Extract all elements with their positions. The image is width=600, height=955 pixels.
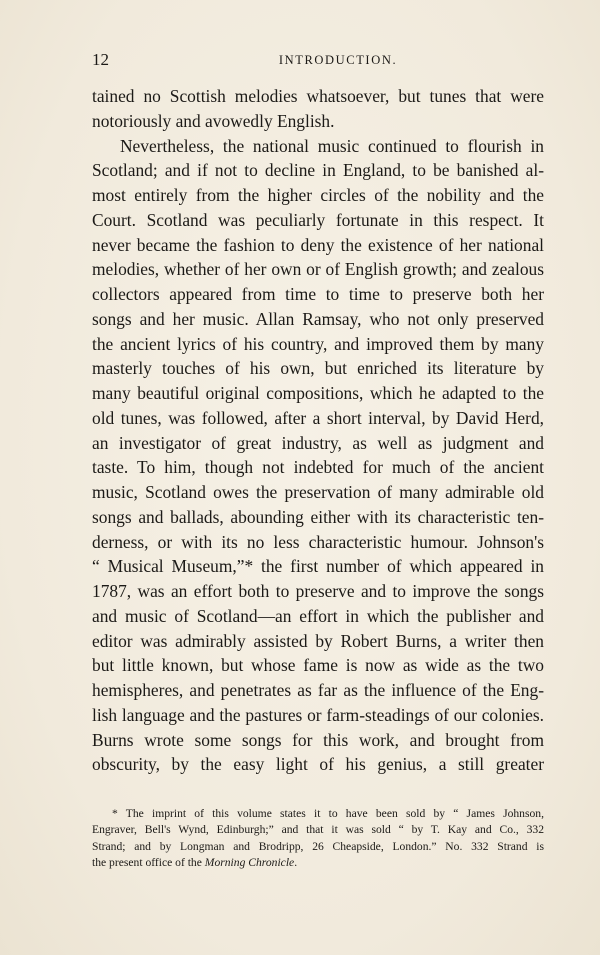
text-line: derness, or with its no less characteristic humour. Johnson's [92, 531, 544, 552]
text-line: many beautiful original compositions, which he adapted to the [92, 383, 544, 403]
footnote-line: Strand; and by Longman and Brodripp, 26 Cheapside, London.” No. 332 Strand is [92, 839, 544, 853]
text-line: never became the fashion to deny the existence of her national [92, 234, 544, 255]
text-line: the ancient lyrics of his country, and improved them by many [92, 333, 544, 354]
text-line: “ Musical Museum,”* the first number of which appeared in [92, 556, 544, 577]
footnote-line: Engraver, Bell's Wynd, Edinburgh;” and that it was sold “ by T. Kay and Co., 332 [92, 823, 544, 837]
footnote-line-last [92, 855, 544, 871]
text-line: Nevertheless, the national music continued to flourish in [120, 135, 544, 156]
text-line: but little known, but whose fame is now as wide as the two [92, 655, 544, 676]
text-line: Court. Scotland was peculiarly fortunate in this respect. It [92, 209, 544, 230]
text-line: tained no Scottish melodies whatsoever, but tunes that were [92, 86, 544, 106]
text-line: songs and her music. Allan Ramsay, who not only preserved [92, 308, 544, 329]
text-line: an investigator of great industry, as well as judgment and [92, 432, 544, 453]
page-number: 12 [92, 50, 109, 69]
text-line: Burns wrote some songs for this work, and brought from [92, 729, 544, 750]
footnote-line: * The imprint of this volume states it to have been sold by “ James Johnson, [112, 807, 544, 820]
text-line: most entirely from the higher circles of the nobility and the [92, 185, 544, 205]
text-line: hemispheres, and penetrates as far as the influence of the Eng- [92, 680, 544, 700]
text-line: music, Scotland owes the preservation of many admirable old [92, 482, 544, 502]
running-head [92, 50, 544, 74]
text-line: lish language and the pastures or farm-steadings of our colonies. [92, 704, 544, 725]
body-text [92, 84, 544, 777]
footnote-text: the present office of the [92, 855, 205, 869]
text-line: and music of Scotland—an effort in which the publisher and [92, 605, 544, 626]
text-line: songs and ballads, abounding either with its characteristic ten- [92, 506, 544, 527]
text-line: taste. To him, though not indebted for much of the ancient [92, 457, 544, 478]
footnote [92, 806, 544, 871]
text-line: masterly touches of his own, but enriched its literature by [92, 358, 544, 379]
text-line: collectors appeared from time to time to preserve both her [92, 284, 544, 304]
text-line: editor was admirably assisted by Robert Burns, a writer then [92, 630, 544, 651]
text-line: melodies, whether of her own or of English growth; and zealous [92, 259, 544, 280]
text-line: Scotland; and if not to decline in England, to be banished al- [92, 160, 544, 181]
running-title: INTRODUCTION. [278, 53, 398, 67]
text-line: old tunes, was followed, after a short interval, by David Herd, [92, 407, 544, 428]
newspaper-title: Morning Chronicle [204, 855, 295, 869]
text-line: obscurity, by the easy light of his genius, a still greater [92, 754, 544, 775]
text-line: notoriously and avowedly English. [92, 110, 335, 131]
text-line: 1787, was an effort both to preserve and to improve the songs [92, 581, 544, 601]
footnote-text: . [294, 855, 298, 869]
